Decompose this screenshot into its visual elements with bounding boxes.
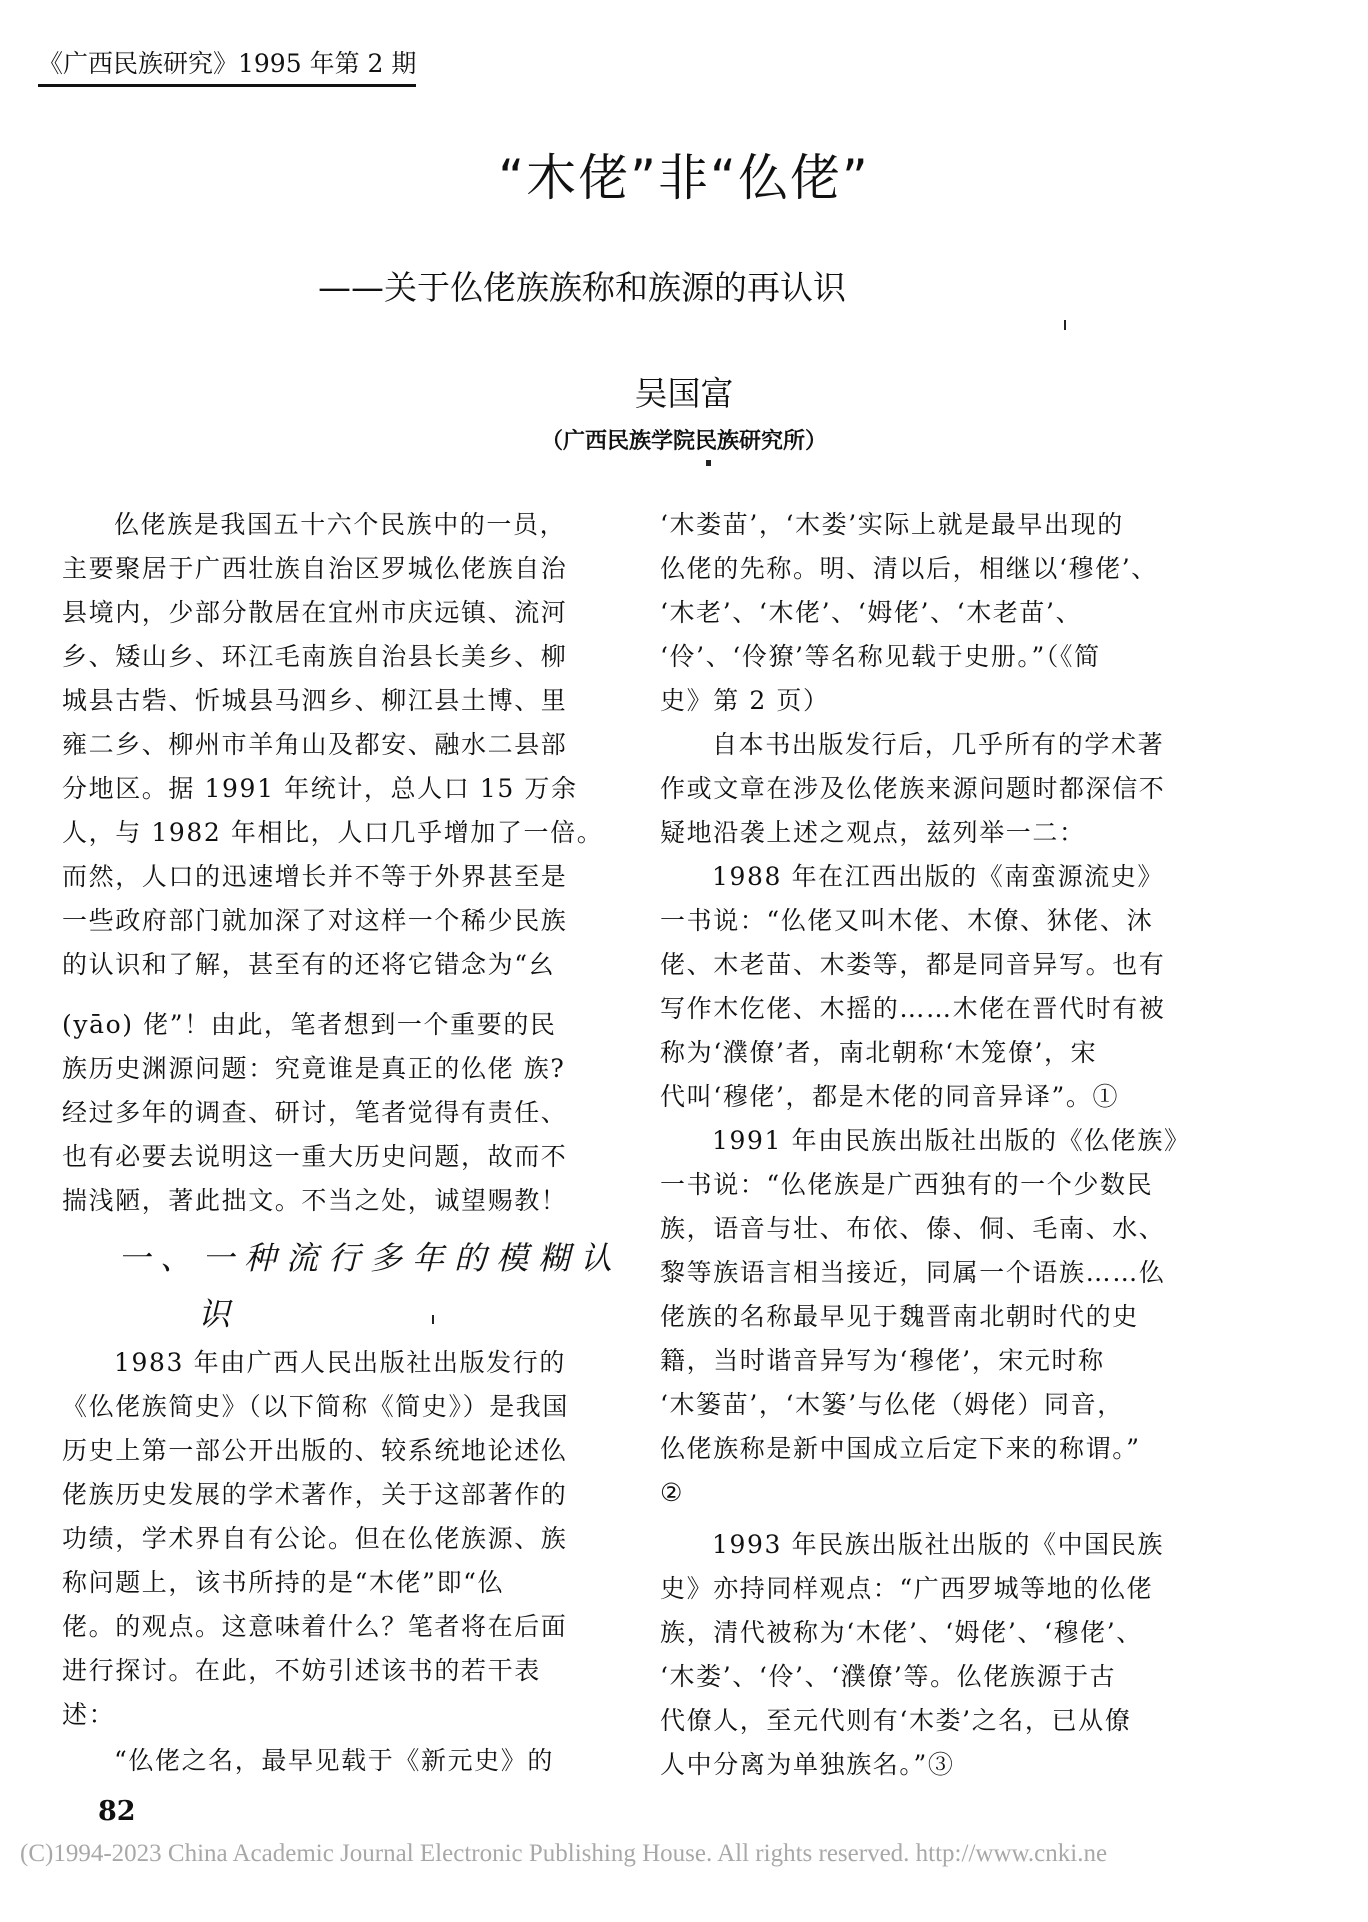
article-title: “木佬”非“仫佬” [498, 149, 870, 207]
author-name: 吴国富 [634, 374, 734, 413]
text-line: 分地区。据 1991 年统计，总人口 15 万余 [62, 774, 578, 803]
text-line: 也有必要去说明这一重大历史问题，故而不 [62, 1142, 568, 1171]
text-line: 作或文章在涉及仫佬族来源问题时都深信不 [660, 774, 1166, 803]
text-line: 代僚人，至元代则有‘木娄’之名，已从僚 [660, 1706, 1132, 1735]
article-subtitle: ——关于仫佬族族称和族源的再认识 [318, 268, 846, 307]
author-affiliation: （广西民族学院民族研究所） [540, 429, 827, 454]
text-line: 乡、矮山乡、环江毛南族自治县长美乡、柳 [62, 642, 568, 671]
text-line: 述： [62, 1700, 116, 1729]
text-line: 1983 年由广西人民出版社出版发行的 [114, 1348, 566, 1377]
text-line: 1988 年在江西出版的《南蛮源流史》 [712, 862, 1164, 891]
footnote-marker: ② [660, 1478, 685, 1507]
text-line: 称问题上，该书所持的是“木佬”即“仫 [62, 1568, 505, 1597]
text-line: 主要聚居于广西壮族自治区罗城仫佬族自治 [62, 554, 568, 583]
journal-header: 《广西民族研究》1995 年第 2 期 [38, 44, 416, 87]
text-line: 佬、木老苗、木娄等，都是同音异写。也有 [660, 950, 1166, 979]
section-heading: 一、一种流行多年的模糊认 [118, 1239, 623, 1277]
text-line: ‘木娄’、‘伶’、‘濮僚’等。仫佬族源于古 [660, 1662, 1117, 1691]
text-line: 人，与 1982 年相比，人口几乎增加了一倍。 [62, 818, 604, 847]
text-line: 《仫佬族简史》（以下简称《简史》）是我国 [62, 1392, 570, 1421]
text-line: ‘木篓苗’，‘木篓’与仫佬（姆佬）同音， [660, 1390, 1124, 1419]
text-line: 功绩，学术界自有公论。但在仫佬族源、族 [62, 1524, 568, 1553]
text-line: 人中分离为单独族名。”③ [660, 1750, 955, 1779]
text-line: 史》第 2 页） [660, 686, 830, 715]
text-line: 城县古砦、忻城县马泗乡、柳江县土博、里 [62, 686, 568, 715]
text-line: 进行探讨。在此，不妨引述该书的若干表 [62, 1656, 541, 1685]
copyright-notice: (C)1994-2023 China Academic Journal Electronic Publishing House. All rights reserved. http://www.cnki.ne [20, 1840, 1108, 1867]
text-line: 疑地沿袭上述之观点，兹列举一二： [660, 818, 1086, 847]
text-line: ‘木老’、‘木佬’、‘姆佬’、‘木老苗’、 [660, 598, 1083, 627]
text-line: ‘木娄苗’，‘木娄’实际上就是最早出现的 [660, 510, 1124, 539]
text-line: 仫佬族是我国五十六个民族中的一员， [114, 510, 567, 539]
text-line: 1993 年民族出版社出版的《中国民族 [712, 1530, 1164, 1559]
scan-speck [432, 1315, 434, 1324]
text-line: 称为‘濮僚’者，南北朝称‘木笼僚’，宋 [660, 1038, 1098, 1067]
scan-speck [1064, 320, 1066, 330]
text-line: 黎等族语言相当接近，同属一个语族……仫 [660, 1258, 1166, 1287]
text-line: 的认识和了解，甚至有的还将它错念为“幺 [62, 950, 556, 979]
text-line: “仫佬之名，最早见载于《新元史》的 [114, 1746, 554, 1775]
text-line: 经过多年的调查、研讨，笔者觉得有责任、 [62, 1098, 568, 1127]
text-line: 仫佬的先称。明、清以后，相继以‘穆佬’、 [660, 554, 1158, 583]
section-heading-continued: 识 [198, 1295, 241, 1333]
text-line: 而然，人口的迅速增长并不等于外界甚至是 [62, 862, 568, 891]
text-line: 佬族的名称最早见于魏晋南北朝时代的史 [660, 1302, 1139, 1331]
text-line: 县境内，少部分散居在宜州市庆远镇、流河 [62, 598, 568, 627]
text-line: 族历史渊源问题：究竟谁是真正的仫佬 族? [62, 1054, 566, 1083]
text-line: 史》亦持同样观点：“广西罗城等地的仫佬 [660, 1574, 1154, 1603]
text-line: 揣浅陋，著此拙文。不当之处，诚望赐教！ [62, 1186, 568, 1215]
text-line: 写作木仡佬、木摇的……木佬在晋代时有被 [660, 994, 1166, 1023]
text-line: 代叫‘穆佬’，都是木佬的同音异译”。① [660, 1082, 1120, 1111]
text-line: 籍，当时谐音异写为‘穆佬’，宋元时称 [660, 1346, 1105, 1375]
text-line: 仫佬族称是新中国成立后定下来的称谓。” [660, 1434, 1141, 1463]
text-line: 历史上第一部公开出版的、较系统地论述仫 [62, 1436, 568, 1465]
page-number: 82 [98, 1796, 136, 1827]
text-line: 佬族历史发展的学术著作，关于这部著作的 [62, 1480, 568, 1509]
text-line: 自本书出版发行后，几乎所有的学术著 [712, 730, 1165, 759]
text-line: 族，语音与壮、布依、傣、侗、毛南、水、 [660, 1214, 1166, 1243]
text-line: 一些政府部门就加深了对这样一个稀少民族 [62, 906, 568, 935]
text-line: 一书说：“仫佬族是广西独有的一个少数民 [660, 1170, 1154, 1199]
text-line: ‘伶’、‘伶獠’等名称见载于史册。”（《简 [660, 642, 1101, 671]
text-line: 一书说：“仫佬又叫木佬、木僚、狇佬、沐 [660, 906, 1154, 935]
scan-speck [706, 460, 711, 466]
text-line: 佬。的观点。这意味着什么？笔者将在后面 [62, 1612, 568, 1641]
text-line: (yāo) 佬”！由此，笔者想到一个重要的民 [62, 1010, 557, 1039]
text-line: 雍二乡、柳州市羊角山及都安、融水二县部 [62, 730, 568, 759]
text-line: 族，清代被称为‘木佬’、‘姆佬’、‘穆佬’、 [660, 1618, 1143, 1647]
text-line: 1991 年由民族出版社出版的《仫佬族》 [712, 1126, 1191, 1155]
